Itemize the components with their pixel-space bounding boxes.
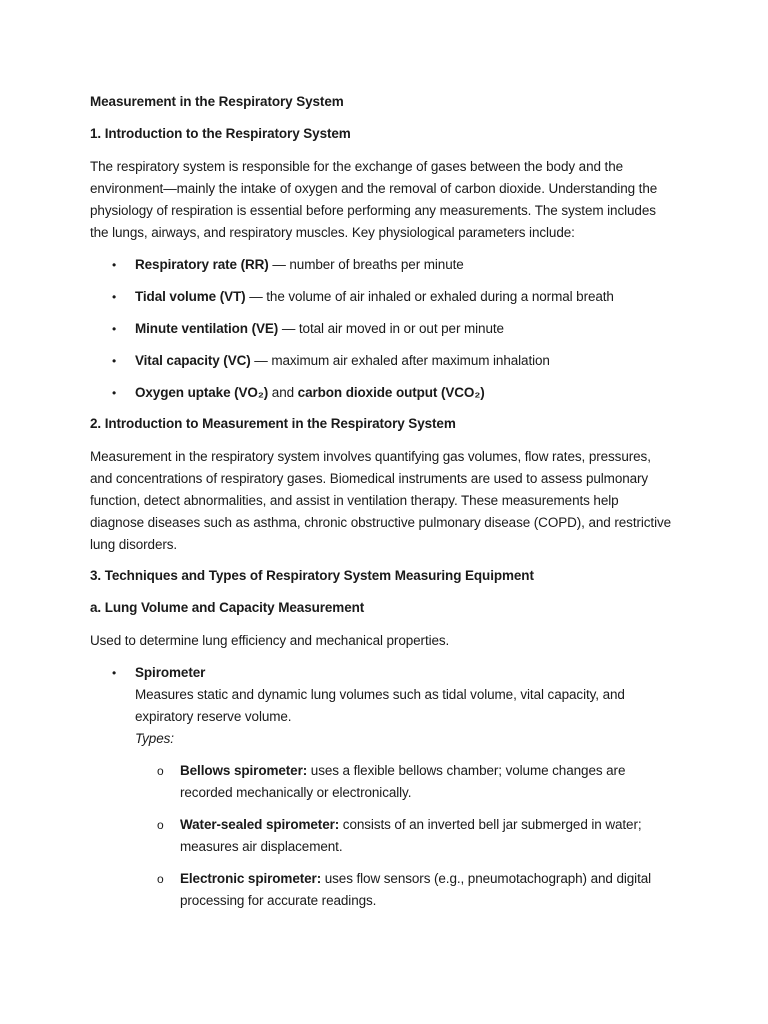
bullet-marker: •	[112, 258, 117, 272]
sub-bullet-marker: o	[157, 764, 164, 778]
type-desc: uses a flexible bellows chamber; volume changes are recorded mechanically or electronically.	[180, 763, 626, 800]
types-label: Types:	[135, 731, 174, 746]
bullet-marker: •	[112, 354, 117, 368]
subsection-a-paragraph: Used to determine lung efficiency and mechanical properties.	[90, 633, 450, 648]
equipment-list	[90, 662, 675, 912]
type-desc: uses flow sensors (e.g., pneumotachograph) and digital processing for accurate readings.	[180, 871, 652, 908]
item-desc: — number of breaths per minute	[268, 257, 464, 272]
item-term-2: carbon dioxide output (VCO₂)	[297, 385, 485, 400]
item-desc: — the volume of air inhaled or exhaled during a normal breath	[245, 289, 614, 304]
bullet-marker: •	[112, 666, 117, 680]
section-1-heading: 1. Introduction to the Respiratory System	[90, 126, 351, 141]
list-item	[90, 254, 675, 276]
section-2-paragraph: Measurement in the respiratory system involves quantifying gas volumes, flow rates, pressures, and concentrations of respiratory gases. Biomedical instruments are used to assess pulmonary function, detect abnormalities, and assist in ventilation therapy. These measurements help diagnose diseases such as asthma, chronic obstructive pulmonary disease (COPD), and restrictive lung disorders.	[90, 449, 672, 552]
type-term: Electronic spirometer:	[180, 871, 322, 886]
item-desc: and	[268, 385, 298, 400]
sub-bullet-marker: o	[157, 872, 164, 886]
sub-list-item	[135, 760, 675, 804]
list-item	[90, 286, 675, 308]
type-term: Bellows spirometer:	[180, 763, 308, 778]
item-term: Minute ventilation (VE)	[135, 321, 279, 336]
sub-bullet-marker: o	[157, 818, 164, 832]
item-desc: — total air moved in or out per minute	[278, 321, 504, 336]
section-3-heading: 3. Techniques and Types of Respiratory System Measuring Equipment	[90, 568, 534, 583]
document-title: Measurement in the Respiratory System	[90, 94, 344, 109]
section-2-heading: 2. Introduction to Measurement in the Respiratory System	[90, 416, 456, 431]
subsection-a-heading: a. Lung Volume and Capacity Measurement	[90, 600, 365, 615]
section-1-paragraph: The respiratory system is responsible for the exchange of gases between the body and the environment—mainly the intake of oxygen and the removal of carbon dioxide. Understanding the physiology of respiration is essential before performing any measurements. The system includes the lungs, airways, and respiratory muscles. Key physiological parameters include:	[90, 159, 658, 240]
bullet-marker: •	[112, 290, 117, 304]
bullet-marker: •	[112, 386, 117, 400]
item-term: Tidal volume (VT)	[135, 289, 246, 304]
sub-list-item	[135, 868, 675, 912]
parameter-list	[90, 254, 675, 404]
document-page	[90, 92, 675, 922]
item-term: Vital capacity (VC)	[135, 353, 251, 368]
bullet-marker: •	[112, 322, 117, 336]
item-term: Spirometer	[135, 665, 206, 680]
type-desc: consists of an inverted bell jar submerged in water; measures air displacement.	[180, 817, 642, 854]
item-term: Oxygen uptake (VO₂)	[135, 385, 269, 400]
sub-list-item	[135, 814, 675, 858]
spirometer-types-list	[135, 760, 675, 912]
item-desc: Measures static and dynamic lung volumes such as tidal volume, vital capacity, and expiratory reserve volume.	[135, 687, 625, 724]
list-item	[90, 662, 675, 912]
item-term: Respiratory rate (RR)	[135, 257, 269, 272]
item-desc: — maximum air exhaled after maximum inhalation	[250, 353, 550, 368]
list-item	[90, 350, 675, 372]
list-item	[90, 318, 675, 340]
list-item	[90, 382, 675, 404]
type-term: Water-sealed spirometer:	[180, 817, 340, 832]
